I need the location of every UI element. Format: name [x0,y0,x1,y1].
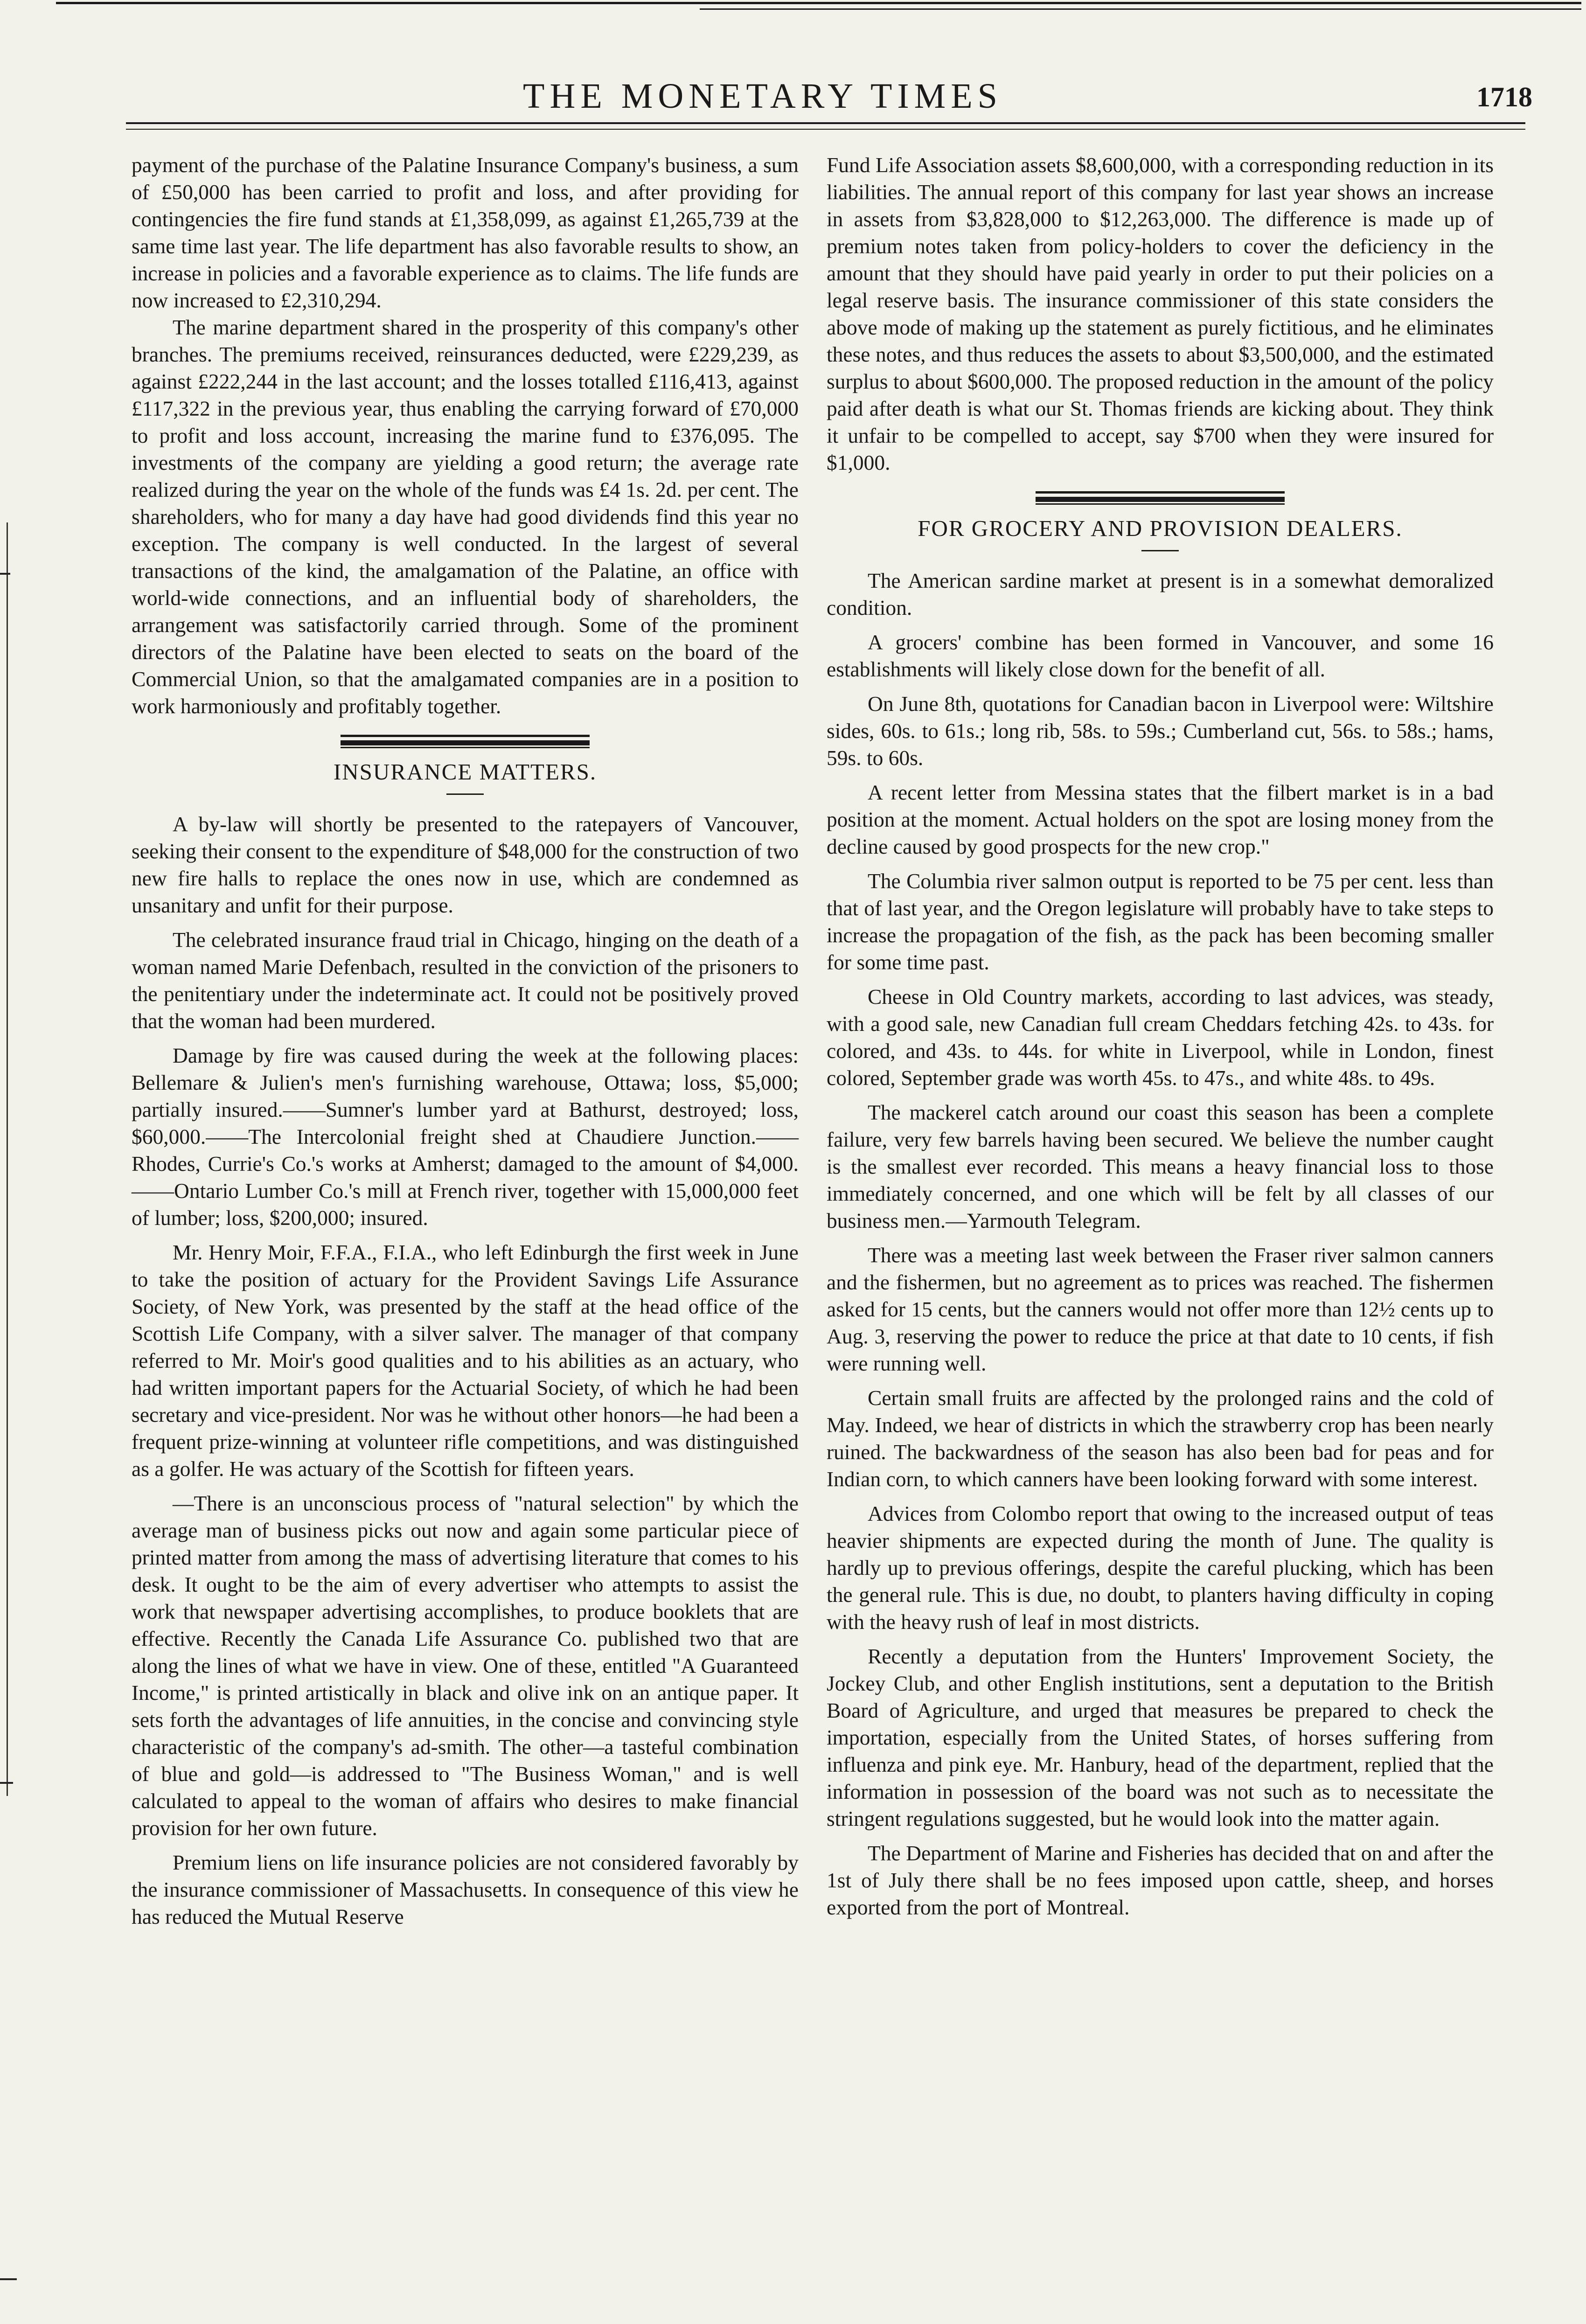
margin-mark [0,573,10,575]
section-divider [132,732,799,749]
section-heading: INSURANCE MATTERS. [333,759,597,785]
right-column [827,152,1494,1921]
article-paragraph: The American sardine market at present is in a somewhat demoralized condition. [827,569,1494,619]
heading-dash [1141,550,1179,551]
section-divider [827,488,1494,505]
heading-dash [446,793,484,795]
article-paragraph: Mr. Henry Moir, F.F.A., F.I.A., who left Edinburgh the first week in June to take the position of actuary for the Provident Savings Life Assurance Society, of New York, was presented by the staff at the head office of the Scottish Life Company, with a silver salver. The manager of that company referred to Mr. Moir's good qualities and to his abilities as an actuary, who had written important papers for the Actuarial Society, of which he had been secretary and vice-president. Nor was he without other honors—he had been a frequent prize-winning at volunteer rifle competitions, and was distinguished as a golfer. He was actuary of the Scottish for fifteen years. [132,1240,799,1481]
margin-mark [0,1782,13,1784]
masthead-title: THE MONETARY TIMES [523,77,1002,116]
article-paragraph: A grocers' combine has been formed in Vancouver, and some 16 establishments will likely close down for the benefit of all. [827,630,1494,681]
article-paragraph: Advices from Colombo report that owing to the increased output of teas heavier shipments are expected during the month of June. The quality is hardly up to previous offerings, despite the careful plucking, which has been the general rule. This is due, no doubt, to planters having difficulty in coping with the heavy rush of leaf in most districts. [827,1502,1494,1634]
article-paragraph: The celebrated insurance fraud trial in Chicago, hinging on the death of a woman named Marie Defenbach, resulted in the conviction of the prisoners to the penitentiary under the indeterminate act. It could not be positively proved that the woman had been murdered. [132,928,799,1033]
margin-binding-line [7,522,8,1796]
article-paragraph: Damage by fire was caused during the week at the following places: Bellemare & Julien's men's furnishing warehouse, Ottawa; loss, $5,000; partially insured.——Sumner's lumber yard at Bathurst, destroyed; loss, $60,000.——The Intercolonial freight shed at Chaudiere Junction.——Rhodes, Currie's Co.'s works at Amherst; damaged to the amount of $4,000.——Ontario Lumber Co.'s mill at French river, together with 15,000,000 feet of lumber; loss, $200,000; insured. [132,1044,799,1230]
top-border-rule [56,2,1581,4]
article-paragraph: A by-law will shortly be presented to the ratepayers of Vancouver, seeking their consent to the expenditure of $48,000 for the construction of two new fire halls to replace the ones now in use, which are condemned as unsanitary and unfit for their purpose. [132,812,799,917]
left-column [132,152,799,1930]
header-rule-thin [126,129,1525,130]
margin-mark [0,2278,17,2280]
article-paragraph: On June 8th, quotations for Canadian bacon in Liverpool were: Wiltshire sides, 60s. to 61s.; long rib, 58s. to 59s.; Cumberland cut, 56s. to 58s.; hams, 59s. to 60s. [827,692,1494,770]
top-border-rule-thin [700,8,1581,10]
article-paragraph: Fund Life Association assets $8,600,000, with a corresponding reduction in its liabilities. The annual report of this company for last year shows an increase in assets from $3,828,000 to $12,263,000. The difference is made up of premium notes taken from policy-holders to cover the deficiency in the amount that they should have paid yearly in order to put their policies on a legal reserve basis. The insurance commissioner of this state considers the above mode of making up the statement as purely fictitious, and he eliminates these notes, and thus reduces the assets to about $3,500,000, and the estimated surplus to about $600,000. The proposed reduction in the amount of the policy paid after death is what our St. Thomas friends are kicking about. They think it unfair to be compelled to accept, say $700 when they were insured for $1,000. [827,153,1494,474]
article-paragraph: payment of the purchase of the Palatine Insurance Company's business, a sum of £50,000 has been carried to profit and loss, and after providing for contingencies the fire fund stands at £1,358,099, as against £1,265,739 at the same time last year. The life department has also favorable results to show, an increase in policies and a favorable experience as to claims. The life funds are now increased to £2,310,294. [132,153,799,312]
article-paragraph: The mackerel catch around our coast this season has been a complete failure, very few barrels having been secured. We believe the number caught is the smallest ever recorded. This means a heavy financial loss to those immediately concerned, and one which will be felt by all classes of our business men.—Yarmouth Telegram. [827,1100,1494,1232]
section-heading: FOR GROCERY AND PROVISION DEALERS. [918,515,1403,541]
article-paragraph: The marine department shared in the prosperity of this company's other branches. The premiums received, reinsurances deducted, were £229,239, as against £222,244 in the last account; and the losses totalled £116,413, against £117,322 in the previous year, thus enabling the carrying forward of £70,000 to profit and loss account, increasing the marine fund to £376,095. The investments of the company are yielding a good return; the average rate realized during the year on the whole of the funds was £4 1s. 2d. per cent. The shareholders, who for many a day have had good dividends find this year no exception. The company is well conducted. In the largest of several transactions of the kind, the amalgamation of the Palatine, an office with world-wide connections, and an influential body of shareholders, the arrangement was satisfactorily carried through. Some of the prominent directors of the Palatine have been elected to seats on the board of the Commercial Union, so that the amalgamated companies are in a position to work harmoniously and profitably together. [132,315,799,718]
page-number: 1718 [1476,82,1532,112]
article-paragraph: —There is an unconscious process of "natural selection" by which the average man of business picks out now and again some particular piece of printed matter from among the mass of advertising literature that comes to his desk. It ought to be the aim of every advertiser who attempts to assist the work that newspaper advertising accomplishes, to produce booklets that are effective. Recently the Canada Life Assurance Co. published two that are along the lines of what we have in view. One of these, entitled "A Guaranteed Income," is printed artistically in black and olive ink on an antique paper. It sets forth the advantages of life annuities, in the concise and convincing style characteristic of the company's ad-smith. The other—a tasteful combination of blue and gold—is addressed to "The Business Woman," and is well calculated to appeal to the woman of affairs who desires to make financial provision for her own future. [132,1491,799,1840]
article-paragraph: Certain small fruits are affected by the prolonged rains and the cold of May. Indeed, we hear of districts in which the strawberry crop has been nearly ruined. The backwardness of the season has also been bad for peas and for Indian corn, to which canners have been looking forward with some interest. [827,1386,1494,1491]
article-paragraph: Cheese in Old Country markets, according to last advices, was steady, with a good sale, new Canadian full cream Cheddars fetching 42s. to 43s. for colored, and 43s. to 44s. for white in Liverpool, while in London, finest colored, September grade was worth 45s. to 47s., and white 48s. to 49s. [827,985,1494,1090]
article-paragraph: Recently a deputation from the Hunters' Improvement Society, the Jockey Club, and other English institutions, sent a deputation to the British Board of Agriculture, and urged that measures be prepared to check the importation, especially from the United States, of horses suffering from influenza and pink eye. Mr. Hanbury, head of the department, replied that the information in possession of the board was not such as to necessitate the stringent regulations suggested, but he would look into the matter again. [827,1644,1494,1830]
article-paragraph: A recent letter from Messina states that the filbert market is in a bad position at the moment. Actual holders on the spot are losing money from the decline caused by good prospects for the new crop." [827,780,1494,858]
article-paragraph: The Columbia river salmon output is reported to be 75 per cent. less than that of last year, and the Oregon legislature will probably have to take steps to increase the propagation of the fish, as the pack has been becoming smaller for some time past. [827,869,1494,974]
article-paragraph: The Department of Marine and Fisheries has decided that on and after the 1st of July there shall be no fees imposed upon cattle, sheep, and horses exported from the port of Montreal. [827,1841,1494,1919]
article-paragraph: Premium liens on life insurance policies are not considered favorably by the insurance commissioner of Massachusetts. In consequence of this view he has reduced the Mutual Reserve [132,1851,799,1928]
header-rule-thick [126,122,1525,124]
article-paragraph: There was a meeting last week between the Fraser river salmon canners and the fishermen, but no agreement as to prices was reached. The fishermen asked for 15 cents, but the canners would not offer more than 12½ cents up to Aug. 3, reserving the power to reduce the price at that date to 10 cents, if fish were running well. [827,1243,1494,1375]
